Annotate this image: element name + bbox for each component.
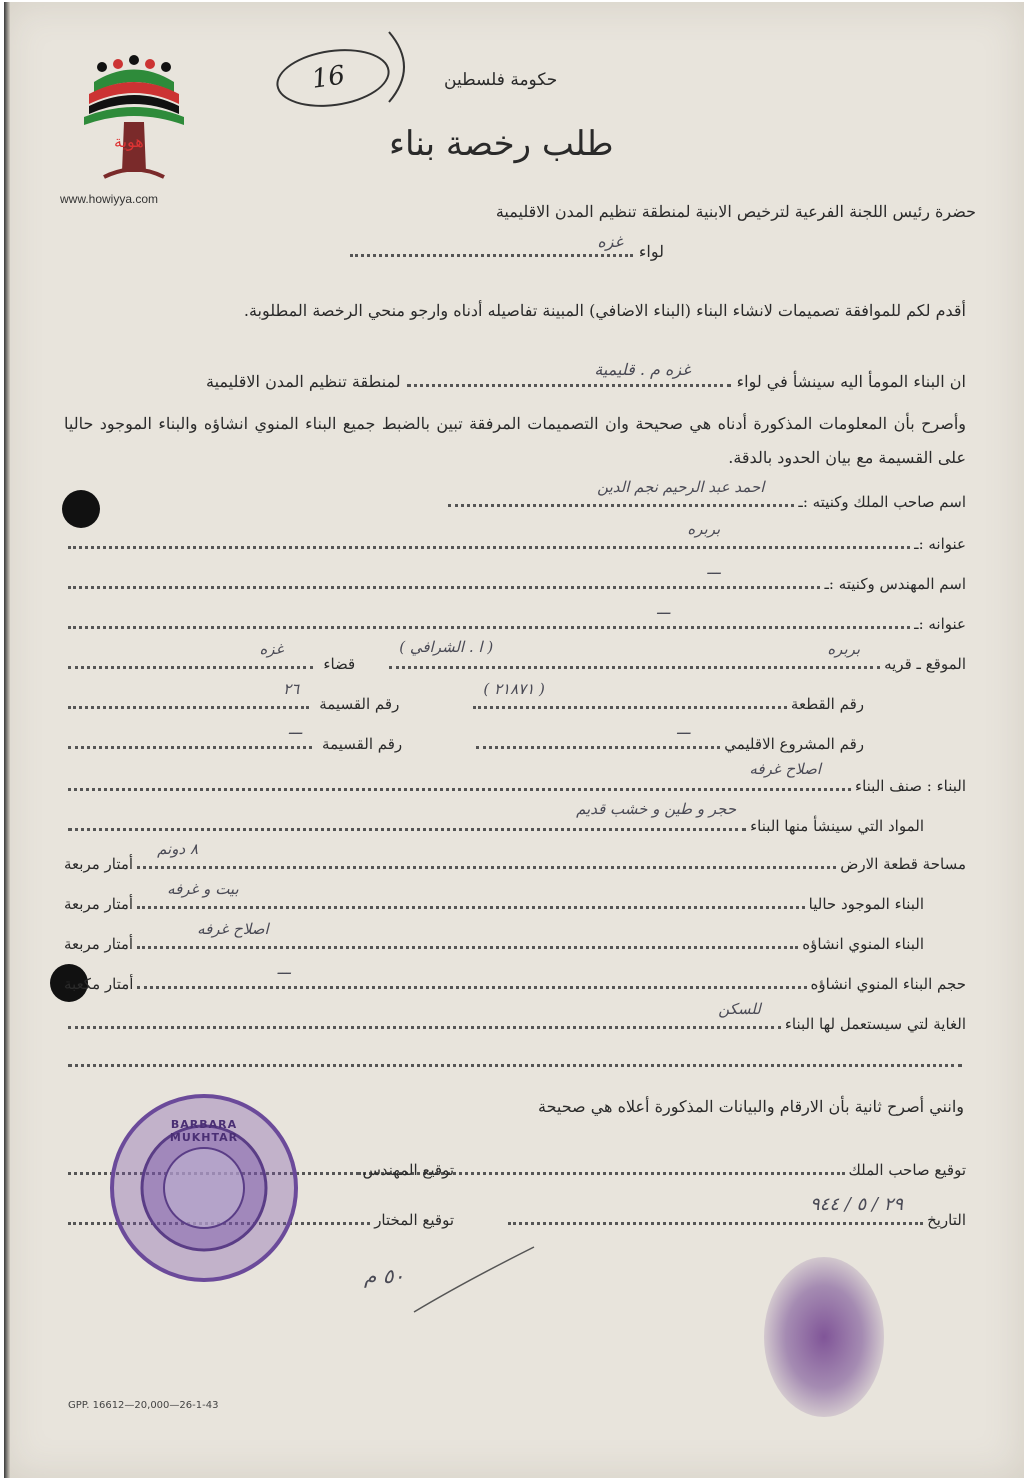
intended-line [64,920,924,953]
print-code: GPP. 16612—20,000—26-1-43 [68,1400,219,1411]
land-area-dots [137,840,836,869]
existing-unit: أمتار مربعة [64,895,134,913]
thumbprint [764,1257,884,1417]
intro-paragraph: أقدم لكم للموافقة تصميمات لانشاء البناء (البناء الاضافي) المبينة تفاصيله أدناه وارجو منحي الرخصة المطلوبة. [243,301,966,320]
file-number-circle [273,42,394,113]
scan-edge [4,2,10,1478]
address2-dots [68,600,910,629]
addressee: حضرة رئيس اللجنة الفرعية لترخيص الابنية لمنطقة تنظيم المدن الاقليمية [495,202,976,221]
declaration-paragraph: وأصرح بأن المعلومات المذكورة أدناه هي صحيحة وان التصميمات المرفقة تبين بالضبط جميع البناء المنوي انشاؤه والبناء الموجود حاليا على القسيمة مع بيان الحدود بالدقة. [64,414,966,467]
parcel2-value: ـــ [288,720,303,738]
logo-site-url: www.howiyya.com [60,192,159,206]
intended-unit: أمتار مربعة [64,935,134,953]
reaffirm-statement: وانني أصرح ثانية بأن الارقام والبيانات المذكورة أعلاه هي صحيحة [537,1097,964,1116]
owner-value: احمد عبد الرحيم نجم الدين [597,478,765,496]
owner-label: اسم صاحب الملك وكنيته :ـ [798,493,966,511]
volume-value: ـــ [277,960,291,978]
purpose-label: الغاية لتي سيستعمل لها البناء [784,1015,966,1033]
existing-label: البناء الموجود حاليا [808,895,924,913]
intended-label: البناء المنوي انشاؤه [802,935,924,953]
date-value: ٢٩ / ٥ / ٩٤٤ [810,1194,904,1215]
existing-dots [137,880,805,909]
address2-line [64,600,966,633]
plot-label: رقم القطعة [790,695,864,713]
engineer-signature-label: توقيع المهندس [362,1161,454,1179]
plot-value: ( ٢١٨٧١ ) [483,680,545,698]
site-area-value: ( ا . الشرافي ) [399,638,494,656]
site-village-value: بربره [827,640,861,658]
form-title: طلب رخصة بناء [389,124,614,164]
regional-dots [476,720,720,749]
engineer-label: اسم المهندس وكنيته :ـ [824,575,966,593]
site-village-label: الموقع ـ قريه [884,655,966,673]
mukhtar-stamp [104,1088,304,1288]
parcel-label: رقم القسيمة [319,695,400,713]
materials-value: حجر و طين و خشب قديم [576,800,737,818]
mukhtar-signature-label: توقيع المختار [374,1211,454,1229]
address2-label: عنوانه :ـ [914,615,966,633]
fee-note: ٥٠ م [364,1264,405,1288]
purpose-dots [68,1000,781,1029]
materials-label: المواد التي سينشأ منها البناء [750,817,924,835]
regional-line [64,720,864,753]
intended-dots [137,920,798,949]
parcel-value: ٢٦ [283,680,300,698]
district-label: لواء [638,242,664,261]
district-value: غزه [597,232,623,251]
intended-value: اصلاح غرفه [197,920,269,938]
engineer-value: ـــ [707,560,721,578]
bracket-stroke-icon [384,27,424,107]
site-dots [389,638,880,669]
location-statement [206,360,966,391]
building-type-line [64,760,966,795]
blank-dots [68,1052,962,1067]
materials-dots [68,800,746,831]
land-area-value: ٨ دونم [157,840,198,858]
document-page [4,2,1024,1478]
site-line [64,638,966,673]
building-type-label: البناء : صنف البناء [855,777,966,795]
materials-line [64,800,924,835]
parcel2-dots [68,720,312,749]
volume-dots [137,960,806,989]
owner-dots [448,478,794,507]
location-value: غزه م . قليمية [594,360,691,379]
land-area-line [64,840,966,873]
qada-dots [68,640,313,669]
logo-brand-glyph: هوية [114,132,144,151]
volume-label: حجم البناء المنوي انشاؤه [810,975,966,993]
stamp-text: BARBARA MUKHTAR [169,1118,239,1144]
pen-scribble-icon [404,1242,544,1322]
address1-value: بربره [687,520,721,538]
building-type-dots [68,760,851,791]
address1-line [64,520,966,553]
regional-value: ـــ [677,720,691,738]
regional-label: رقم المشروع الاقليمي [724,735,864,753]
district-line [344,232,664,261]
existing-value: بيت و غرفه [167,880,239,898]
land-area-label: مساحة قطعة الارض [840,855,966,873]
qada-label: قضاء [323,655,356,673]
parcel-dots [68,680,309,709]
owner-line [444,478,966,511]
punch-hole-top [62,490,100,528]
plot-dots [473,680,787,709]
owner-signature-label: توقيع صاحب الملك [848,1161,966,1179]
address1-dots [68,520,910,549]
district-dots [350,232,633,257]
engineer-line [64,560,966,593]
tree-logo-icon [74,52,194,192]
address1-label: عنوانه :ـ [914,535,966,553]
purpose-line [64,1000,966,1033]
volume-unit: أمتار مكعبة [64,975,134,993]
engineer-dots [68,560,820,589]
location-dots [407,360,731,387]
plot-line [64,680,864,713]
date-dots [508,1194,923,1225]
purpose-value: للسكن [718,1000,761,1018]
government-heading: حكومة فلسطين [444,70,558,90]
qada-value: غزه [259,640,284,658]
blank-line [64,1052,966,1067]
date-line [504,1194,966,1229]
file-number: 16 [309,60,347,95]
location-statement-b: لمنطقة تنظيم المدن الاقليمية [206,372,401,391]
parcel2-label: رقم القسيمة [322,735,403,753]
land-area-unit: أمتار مربعة [64,855,134,873]
location-statement-a: ان البناء المومأ اليه سينشأ في لواء [736,372,966,391]
building-type-value: اصلاح غرفه [749,760,822,778]
volume-line [64,960,966,993]
address2-value: ـــ [656,600,671,618]
existing-line [64,880,924,913]
date-label: التاريخ [927,1211,966,1229]
howiyya-logo [74,52,194,192]
